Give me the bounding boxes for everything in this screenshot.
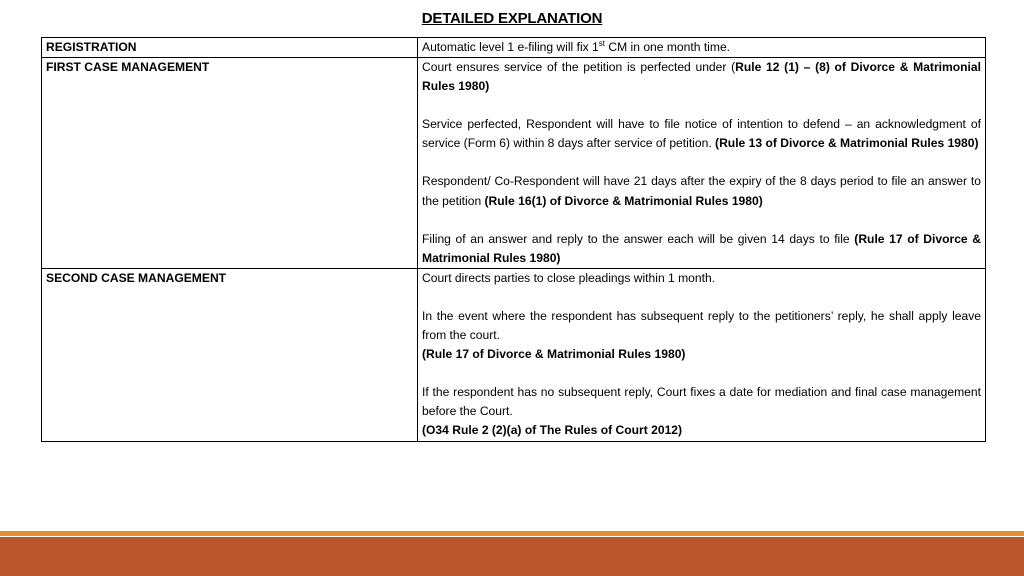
paragraph-text: Filing of an answer and reply to the answer each will be given 14 days to file <box>422 231 855 246</box>
accent-bar <box>0 531 1024 536</box>
paragraph <box>422 58 981 96</box>
rule-reference: (Rule 16(1) of Divorce & Matrimonial Rules 1980) <box>484 193 763 208</box>
paragraph <box>422 115 981 153</box>
paragraph <box>422 230 981 268</box>
rule-reference: (Rule 13 of Divorce & Matrimonial Rules 1980) <box>715 136 979 151</box>
table-row <box>42 38 986 58</box>
rule-reference: (O34 Rule 2 (2)(a) of The Rules of Court 2012) <box>422 423 683 438</box>
row-label: SECOND CASE MANAGEMENT <box>42 268 418 441</box>
rule-reference: Rule 12 (1) – (8) of Divorce & Matrimonial Rules 1980) <box>422 60 981 94</box>
row-label: REGISTRATION <box>42 38 418 58</box>
rule-reference: (Rule 17 of Divorce & Matrimonial Rules 1980) <box>422 347 686 362</box>
row-content <box>418 38 986 58</box>
paragraph <box>422 383 981 421</box>
paragraph-text: CM in one month time. <box>605 40 731 54</box>
table-row <box>42 58 986 269</box>
explanation-table <box>41 37 986 442</box>
paragraph-text: Respondent/ Co-Respondent will have 21 days after the expiry of the 8 days period to file an answer to the petition <box>422 174 981 208</box>
paragraph <box>422 307 981 345</box>
paragraph-text: If the respondent has no subsequent reply, Court fixes a date for mediation and final case management before the Court. <box>422 385 981 419</box>
superscript: st <box>598 38 606 48</box>
paragraph-text: In the event where the respondent has subsequent reply to the petitioners’ reply, he shall apply leave from the court. <box>422 308 981 343</box>
paragraph <box>422 421 981 440</box>
paragraph-text: Service perfected, Respondent will have to file notice of intention to defend – an acknowledgment of service (Form 6) within 8 days after service of petition. <box>422 117 981 151</box>
paragraph <box>422 269 981 288</box>
paragraph-text: Court directs parties to close pleadings within 1 month. <box>422 270 716 285</box>
paragraph <box>422 172 981 210</box>
table-row <box>42 268 986 441</box>
row-content <box>418 58 986 269</box>
paragraph-text: Court ensures service of the petition is perfected under ( <box>422 60 736 75</box>
page-title: DETAILED EXPLANATION <box>421 10 603 27</box>
row-content <box>418 268 986 441</box>
footer-bar <box>0 537 1024 576</box>
paragraph-text: Automatic level 1 e-filing will fix 1 <box>422 40 599 54</box>
rule-reference: (Rule 17 of Divorce & Matrimonial Rules 1980) <box>422 231 982 265</box>
row-label: FIRST CASE MANAGEMENT <box>42 58 418 269</box>
paragraph <box>422 345 981 364</box>
